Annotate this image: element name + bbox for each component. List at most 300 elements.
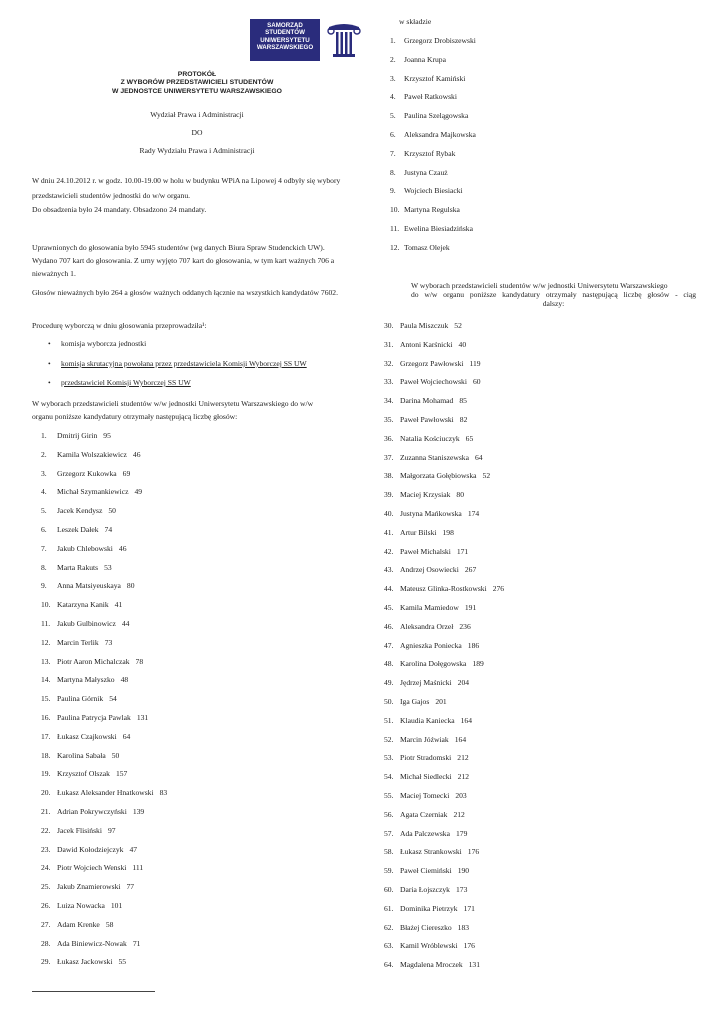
candidate-row bbox=[384, 659, 484, 668]
candidate-votes: 55 bbox=[118, 957, 127, 967]
row-number: 29. bbox=[41, 957, 51, 967]
member-name: Joanna Krupa bbox=[404, 54, 446, 64]
candidate-name: Paweł Michalski bbox=[400, 546, 451, 556]
candidate-votes: 203 bbox=[455, 791, 467, 800]
procedure-option bbox=[48, 359, 307, 368]
candidate-name: Klaudia Kaniecka bbox=[400, 715, 455, 725]
candidate-name: Aleksandra Orzeł bbox=[400, 621, 454, 631]
candidate-row bbox=[384, 359, 481, 368]
row-number: 11. bbox=[41, 619, 51, 628]
candidate-row bbox=[384, 753, 469, 762]
row-number: 6. bbox=[390, 130, 396, 139]
candidate-name: Mateusz Glinka-Rostkowski bbox=[400, 584, 487, 594]
candidate-row bbox=[384, 603, 476, 612]
candidate-votes: 171 bbox=[456, 546, 469, 556]
candidate-name: Ada Palczewska bbox=[400, 828, 450, 838]
continuation-line: do w/w organu poniższe kandydatury otrzymały następującą liczbę głosów - ciąg bbox=[411, 290, 696, 299]
row-number: 50. bbox=[384, 697, 394, 706]
procedure-option-label: przedstawiciel Komisji Wyborczej SS UW bbox=[61, 378, 191, 387]
logo-text-box bbox=[250, 19, 320, 61]
member-name: Krzysztof Rybak bbox=[404, 148, 456, 158]
bullet-icon: • bbox=[48, 359, 51, 368]
row-number: 19. bbox=[41, 769, 51, 779]
member-row bbox=[390, 186, 463, 195]
candidate-votes: 73 bbox=[104, 637, 113, 647]
candidate-votes: 40 bbox=[458, 339, 467, 349]
row-number: 9. bbox=[390, 186, 396, 196]
candidate-row bbox=[384, 565, 476, 574]
row-number: 21. bbox=[41, 807, 51, 816]
logo-line: STUDENTÓW bbox=[265, 29, 305, 37]
candidate-name: Agnieszka Poniecka bbox=[400, 640, 462, 650]
candidate-name: Daria Łojszczyk bbox=[400, 885, 450, 894]
candidate-row bbox=[41, 807, 144, 816]
bullet-icon: • bbox=[48, 339, 51, 348]
candidate-name: Martyna Małyszko bbox=[57, 675, 115, 685]
member-row bbox=[390, 168, 448, 177]
candidate-row bbox=[384, 829, 467, 838]
candidate-row bbox=[384, 923, 469, 932]
candidate-votes: 183 bbox=[457, 922, 470, 932]
row-number: 51. bbox=[384, 715, 394, 725]
candidate-name: Zuzanna Staniszewska bbox=[400, 452, 469, 462]
candidate-votes: 49 bbox=[134, 487, 143, 497]
row-number: 55. bbox=[384, 791, 394, 800]
candidate-row bbox=[41, 600, 122, 609]
procedure-option bbox=[48, 339, 147, 348]
candidate-votes: 78 bbox=[135, 656, 144, 666]
row-number: 4. bbox=[390, 92, 396, 102]
row-number: 64. bbox=[384, 960, 394, 970]
member-name: Martyna Regulska bbox=[404, 205, 460, 215]
candidate-name: Grzegorz Kukowka bbox=[57, 468, 117, 478]
candidate-votes: 53 bbox=[104, 562, 112, 572]
candidate-name: Jędrzej Maśnicki bbox=[400, 678, 452, 688]
candidate-votes: 119 bbox=[469, 358, 481, 368]
candidate-name: Łukasz Aleksander Hnatkowski bbox=[57, 788, 154, 798]
candidate-votes: 85 bbox=[459, 396, 467, 406]
row-number: 36. bbox=[384, 433, 394, 443]
candidate-votes: 139 bbox=[132, 807, 145, 816]
row-number: 11. bbox=[390, 224, 400, 233]
results-intro-line: W wyborach przedstawicieli studentów w/w jednostki Uniwersytetu Warszawskiego do w/w bbox=[32, 399, 314, 408]
row-number: 9. bbox=[41, 581, 47, 591]
candidate-row bbox=[41, 732, 130, 741]
candidate-votes: 46 bbox=[132, 449, 141, 459]
candidate-row bbox=[41, 657, 143, 666]
candidate-row bbox=[41, 713, 148, 722]
candidate-row bbox=[41, 751, 119, 760]
candidate-votes: 47 bbox=[129, 844, 138, 854]
candidate-name: Leszek Dałek bbox=[57, 525, 99, 534]
member-name: Tomasz Olejek bbox=[404, 242, 450, 252]
row-number: 52. bbox=[384, 734, 394, 744]
candidate-row bbox=[41, 901, 122, 910]
continuation-line: dalszy: bbox=[542, 299, 565, 308]
candidate-row bbox=[384, 453, 483, 462]
candidate-name: Piotr Aaron Michalczak bbox=[57, 656, 130, 666]
row-number: 48. bbox=[384, 659, 394, 669]
candidate-votes: 189 bbox=[472, 659, 484, 669]
intro-paragraph-3 bbox=[32, 241, 364, 280]
row-number: 62. bbox=[384, 922, 394, 932]
candidate-votes: 212 bbox=[457, 753, 469, 763]
row-number: 60. bbox=[384, 885, 394, 894]
row-number: 7. bbox=[390, 148, 396, 158]
member-name: Paweł Ratkowski bbox=[404, 92, 457, 102]
row-number: 34. bbox=[384, 396, 394, 406]
row-number: 12. bbox=[41, 637, 51, 647]
intro-paragraph-4: Głosów nieważnych było 264 a głosów ważnych oddanych łącznie na wszystkich kandydatów 7602. bbox=[32, 288, 338, 297]
candidate-name: Darina Mohamad bbox=[400, 396, 454, 406]
candidate-name: Artur Bilski bbox=[400, 527, 437, 537]
candidate-name: Piotr Stradomski bbox=[400, 753, 452, 763]
candidate-row bbox=[384, 772, 469, 781]
results-intro bbox=[32, 397, 364, 423]
row-number: 53. bbox=[384, 753, 394, 763]
row-number: 37. bbox=[384, 452, 394, 462]
candidate-row bbox=[384, 697, 447, 706]
intro-line: nieważnych 1. bbox=[32, 269, 76, 278]
candidate-votes: 80 bbox=[456, 490, 464, 500]
candidate-votes: 50 bbox=[111, 750, 120, 760]
candidate-votes: 171 bbox=[463, 903, 475, 913]
member-name: Aleksandra Majkowska bbox=[404, 130, 476, 139]
candidate-name: Anna Matsiyeuskaya bbox=[57, 581, 121, 591]
candidate-name: Paula Miszczuk bbox=[400, 321, 449, 330]
member-row bbox=[390, 111, 468, 120]
candidate-row bbox=[384, 622, 471, 631]
candidate-name: Jacek Kendysz bbox=[57, 506, 103, 516]
candidate-name: Paweł Wojciechowski bbox=[400, 377, 467, 387]
candidate-name: Magdalena Mroczek bbox=[400, 960, 463, 970]
row-number: 56. bbox=[384, 809, 394, 819]
bullet-icon: • bbox=[48, 378, 51, 387]
column-icon bbox=[324, 19, 364, 61]
candidate-row bbox=[41, 506, 116, 515]
row-number: 18. bbox=[41, 750, 51, 760]
candidate-row bbox=[41, 769, 127, 778]
candidate-votes: 198 bbox=[442, 527, 454, 537]
candidate-row bbox=[384, 678, 469, 687]
candidate-name: Michał Siedlecki bbox=[400, 772, 452, 782]
candidate-votes: 212 bbox=[457, 772, 470, 782]
candidate-row bbox=[384, 547, 468, 556]
row-number: 16. bbox=[41, 713, 51, 722]
candidate-row bbox=[384, 960, 480, 969]
row-number: 58. bbox=[384, 847, 394, 857]
candidate-name: Grzegorz Pawłowski bbox=[400, 358, 464, 368]
candidate-votes: 64 bbox=[122, 731, 131, 741]
continuation-heading bbox=[411, 281, 696, 308]
intro-line: przedstawicieli studentów jednostki do w/w organu. bbox=[32, 191, 191, 200]
candidate-row bbox=[41, 920, 113, 929]
candidate-name: Karolina Dołęgowska bbox=[400, 659, 467, 669]
candidate-row bbox=[41, 694, 117, 703]
candidate-votes: 131 bbox=[468, 960, 481, 970]
candidate-name: Agata Czerniak bbox=[400, 809, 448, 819]
candidate-votes: 60 bbox=[472, 377, 481, 387]
row-number: 5. bbox=[41, 506, 47, 516]
candidate-row bbox=[384, 471, 490, 480]
row-number: 25. bbox=[41, 882, 51, 892]
row-number: 3. bbox=[41, 468, 47, 478]
procedure-option-label: komisja skrutacyjna powołana przez przedstawiciela Komisji Wyborczej SS UW bbox=[61, 359, 307, 368]
candidate-votes: 190 bbox=[457, 866, 470, 876]
title-line: PROTOKÓŁ bbox=[177, 71, 217, 78]
candidate-name: Kamil Wróblewski bbox=[400, 941, 458, 951]
candidate-votes: 101 bbox=[110, 901, 123, 910]
unit-name: Wydział Prawa i Administracji bbox=[150, 110, 244, 119]
candidate-name: Jakub Gulbinowicz bbox=[57, 619, 116, 628]
row-number: 6. bbox=[41, 525, 47, 534]
candidate-votes: 164 bbox=[454, 734, 467, 744]
candidate-row bbox=[41, 469, 130, 478]
candidate-name: Luiza Nowacka bbox=[57, 901, 105, 910]
candidate-votes: 173 bbox=[455, 885, 468, 894]
member-name: Grzegorz Drobiszewski bbox=[404, 36, 476, 45]
target-body: Rady Wydziału Prawa i Administracji bbox=[139, 146, 255, 155]
candidate-row bbox=[41, 638, 112, 647]
intro-paragraph-2: Do obsadzenia było 24 mandaty. Obsadzono 24 mandaty. bbox=[32, 205, 207, 214]
candidate-votes: 80 bbox=[126, 581, 135, 591]
member-name: Justyna Czauż bbox=[404, 167, 448, 177]
candidate-name: Justyna Mańkowska bbox=[400, 509, 462, 518]
row-number: 2. bbox=[390, 54, 396, 64]
candidate-votes: 58 bbox=[105, 919, 114, 929]
candidate-row bbox=[384, 490, 464, 499]
candidate-row bbox=[41, 487, 142, 496]
candidate-row bbox=[41, 788, 167, 797]
candidate-votes: 48 bbox=[120, 675, 129, 685]
candidate-name: Paulina Górnik bbox=[57, 694, 104, 704]
row-number: 10. bbox=[41, 600, 51, 610]
row-number: 42. bbox=[384, 546, 394, 556]
candidate-row bbox=[41, 619, 129, 628]
candidate-row bbox=[41, 563, 112, 572]
candidate-votes: 157 bbox=[115, 769, 128, 779]
procedure-option-label: komisja wyborcza jednostki bbox=[61, 339, 147, 348]
row-number: 45. bbox=[384, 603, 394, 612]
candidate-name: Antoni Karśnicki bbox=[400, 339, 453, 349]
composition-heading: w składzie bbox=[399, 17, 432, 26]
candidate-row bbox=[41, 450, 140, 459]
member-row bbox=[390, 205, 460, 214]
candidate-votes: 65 bbox=[465, 433, 474, 443]
row-number: 54. bbox=[384, 772, 394, 782]
row-number: 1. bbox=[390, 36, 396, 45]
candidate-name: Karolina Sabała bbox=[57, 750, 106, 760]
candidate-row bbox=[41, 544, 127, 553]
candidate-row bbox=[41, 525, 112, 534]
row-number: 2. bbox=[41, 449, 47, 459]
candidate-votes: 174 bbox=[467, 509, 480, 518]
candidate-row bbox=[384, 847, 479, 856]
candidate-name: Jakub Znamierowski bbox=[57, 882, 121, 892]
candidate-votes: 201 bbox=[435, 697, 447, 706]
row-number: 30. bbox=[384, 321, 394, 330]
candidate-votes: 77 bbox=[126, 882, 135, 892]
candidate-row bbox=[41, 939, 140, 948]
candidate-name: Maciej Tomecki bbox=[400, 791, 450, 800]
candidate-votes: 176 bbox=[463, 941, 475, 951]
results-intro-line: organu poniższe kandydatury otrzymały następującą liczbę głosów: bbox=[32, 412, 238, 421]
row-number: 13. bbox=[41, 656, 51, 666]
candidate-votes: 164 bbox=[460, 715, 472, 725]
candidate-votes: 41 bbox=[114, 600, 123, 610]
row-number: 39. bbox=[384, 490, 394, 500]
row-number: 5. bbox=[390, 111, 396, 121]
row-number: 41. bbox=[384, 527, 394, 537]
row-number: 22. bbox=[41, 825, 51, 835]
candidate-votes: 191 bbox=[464, 603, 477, 612]
candidate-row bbox=[384, 584, 504, 593]
logo-line: SAMORZĄD bbox=[267, 22, 303, 29]
candidate-name: Paulina Patrycja Pawlak bbox=[57, 713, 131, 722]
row-number: 27. bbox=[41, 919, 51, 929]
row-number: 26. bbox=[41, 901, 51, 910]
member-row bbox=[390, 55, 446, 64]
candidate-name: Iga Gajos bbox=[400, 697, 430, 706]
candidate-row bbox=[384, 396, 467, 405]
candidate-votes: 97 bbox=[107, 825, 116, 835]
candidate-row bbox=[41, 581, 135, 590]
row-number: 1. bbox=[41, 431, 47, 440]
candidate-row bbox=[384, 866, 469, 875]
candidate-row bbox=[41, 826, 116, 835]
continuation-line: W wyborach przedstawicieli studentów w/w jednostki Uniwersytetu Warszawskiego bbox=[411, 281, 668, 290]
candidate-row bbox=[384, 377, 481, 386]
candidate-row bbox=[384, 509, 479, 518]
candidate-votes: 54 bbox=[109, 694, 117, 704]
candidate-votes: 204 bbox=[457, 678, 470, 688]
to-label: DO bbox=[191, 128, 203, 137]
row-number: 38. bbox=[384, 471, 394, 481]
member-row bbox=[390, 149, 455, 158]
candidate-votes: 236 bbox=[459, 621, 471, 631]
candidate-row bbox=[384, 735, 466, 744]
candidate-row bbox=[384, 434, 473, 443]
candidate-votes: 95 bbox=[103, 431, 111, 440]
candidate-name: Natalia Kościuczyk bbox=[400, 433, 460, 443]
row-number: 8. bbox=[41, 562, 47, 572]
candidate-row bbox=[384, 641, 479, 650]
logo-line: WARSZAWSKIEGO bbox=[256, 44, 314, 52]
member-row bbox=[390, 243, 450, 252]
logo-line: UNIWERSYTETU bbox=[260, 36, 310, 44]
candidate-votes: 50 bbox=[108, 506, 116, 516]
member-name: Ewelina Biesiadzińska bbox=[404, 224, 473, 233]
candidate-name: Łukasz Jackowski bbox=[57, 957, 113, 967]
candidate-votes: 83 bbox=[159, 788, 168, 798]
candidate-votes: 212 bbox=[453, 809, 465, 819]
candidate-votes: 179 bbox=[455, 828, 468, 838]
member-row bbox=[390, 224, 473, 233]
protocol-title bbox=[32, 71, 362, 96]
candidate-votes: 64 bbox=[474, 452, 483, 462]
candidate-row bbox=[384, 528, 454, 537]
row-number: 14. bbox=[41, 675, 51, 685]
candidate-name: Kamila Mamiedow bbox=[400, 603, 459, 612]
candidate-votes: 111 bbox=[132, 863, 144, 873]
candidate-votes: 46 bbox=[118, 543, 127, 553]
procedure-heading: Procedurę wyborczą w dniu głosowania przeprowadziła¹: bbox=[32, 321, 207, 330]
row-number: 57. bbox=[384, 828, 394, 838]
row-number: 20. bbox=[41, 788, 51, 798]
procedure-option bbox=[48, 378, 191, 387]
member-name: Krzysztof Kamiński bbox=[404, 73, 466, 83]
candidate-row bbox=[41, 431, 111, 440]
candidate-row bbox=[384, 791, 467, 800]
candidate-votes: 52 bbox=[454, 321, 462, 330]
member-row bbox=[390, 74, 465, 83]
candidate-row bbox=[384, 810, 465, 819]
candidate-votes: 131 bbox=[136, 713, 149, 722]
member-row bbox=[390, 36, 476, 45]
row-number: 23. bbox=[41, 844, 51, 854]
candidate-name: Marcin Terlik bbox=[57, 637, 99, 647]
row-number: 4. bbox=[41, 487, 47, 497]
row-number: 63. bbox=[384, 941, 394, 951]
row-number: 7. bbox=[41, 543, 47, 553]
intro-paragraph-1 bbox=[32, 173, 364, 203]
row-number: 17. bbox=[41, 731, 51, 741]
member-name: Wojciech Biesiacki bbox=[404, 186, 463, 196]
member-row bbox=[390, 92, 457, 101]
intro-line: W dniu 24.10.2012 r. w godz. 10.00-19.00 w holu w budynku WPiA na Lipowej 4 odbyły się wybory bbox=[32, 176, 341, 185]
candidate-name: Dawid Kołodziejczyk bbox=[57, 844, 124, 854]
row-number: 44. bbox=[384, 584, 394, 594]
candidate-name: Jacek Flisiński bbox=[57, 825, 102, 835]
row-number: 3. bbox=[390, 73, 396, 83]
candidate-name: Dmitrij Girin bbox=[57, 431, 98, 440]
candidate-name: Błażej Ciereszko bbox=[400, 922, 452, 932]
title-line: W JEDNOSTCE UNIWERSYTETU WARSZAWSKIEGO bbox=[112, 87, 282, 95]
candidate-name: Łukasz Czajkowski bbox=[57, 731, 117, 741]
title-line: Z WYBORÓW PRZEDSTAWICIELI STUDENTÓW bbox=[120, 79, 274, 87]
candidate-name: Adrian Pokrywczyński bbox=[57, 807, 127, 816]
member-row bbox=[390, 130, 476, 139]
candidate-row bbox=[41, 845, 137, 854]
row-number: 43. bbox=[384, 565, 394, 575]
candidate-row bbox=[384, 340, 466, 349]
candidate-name: Paweł Ciemiński bbox=[400, 866, 452, 876]
intro-line: Uprawnionych do głosowania było 5945 studentów (wg danych Biura Spraw Studenckich UW). bbox=[32, 243, 325, 252]
row-number: 49. bbox=[384, 678, 394, 688]
candidate-name: Łukasz Strankowski bbox=[400, 847, 462, 857]
candidate-votes: 267 bbox=[464, 565, 477, 575]
candidate-votes: 186 bbox=[467, 640, 480, 650]
footnote-separator bbox=[32, 991, 155, 992]
candidate-name: Dominika Pietrzyk bbox=[400, 903, 458, 913]
candidate-votes: 74 bbox=[104, 525, 113, 534]
candidate-name: Marcin Jóźwiak bbox=[400, 734, 449, 744]
samorzad-logo bbox=[250, 19, 364, 62]
candidate-row bbox=[384, 941, 475, 950]
member-name: Paulina Szelągowska bbox=[404, 111, 469, 121]
row-number: 10. bbox=[390, 205, 400, 215]
candidate-name: Piotr Wojciech Wenski bbox=[57, 863, 127, 873]
row-number: 40. bbox=[384, 509, 394, 518]
candidate-name: Michał Szymankiewicz bbox=[57, 487, 129, 497]
candidate-row bbox=[41, 675, 128, 684]
row-number: 35. bbox=[384, 415, 394, 424]
row-number: 8. bbox=[390, 167, 396, 177]
row-number: 28. bbox=[41, 938, 51, 948]
candidate-votes: 176 bbox=[467, 847, 480, 857]
candidate-row bbox=[384, 321, 462, 330]
row-number: 61. bbox=[384, 903, 394, 913]
